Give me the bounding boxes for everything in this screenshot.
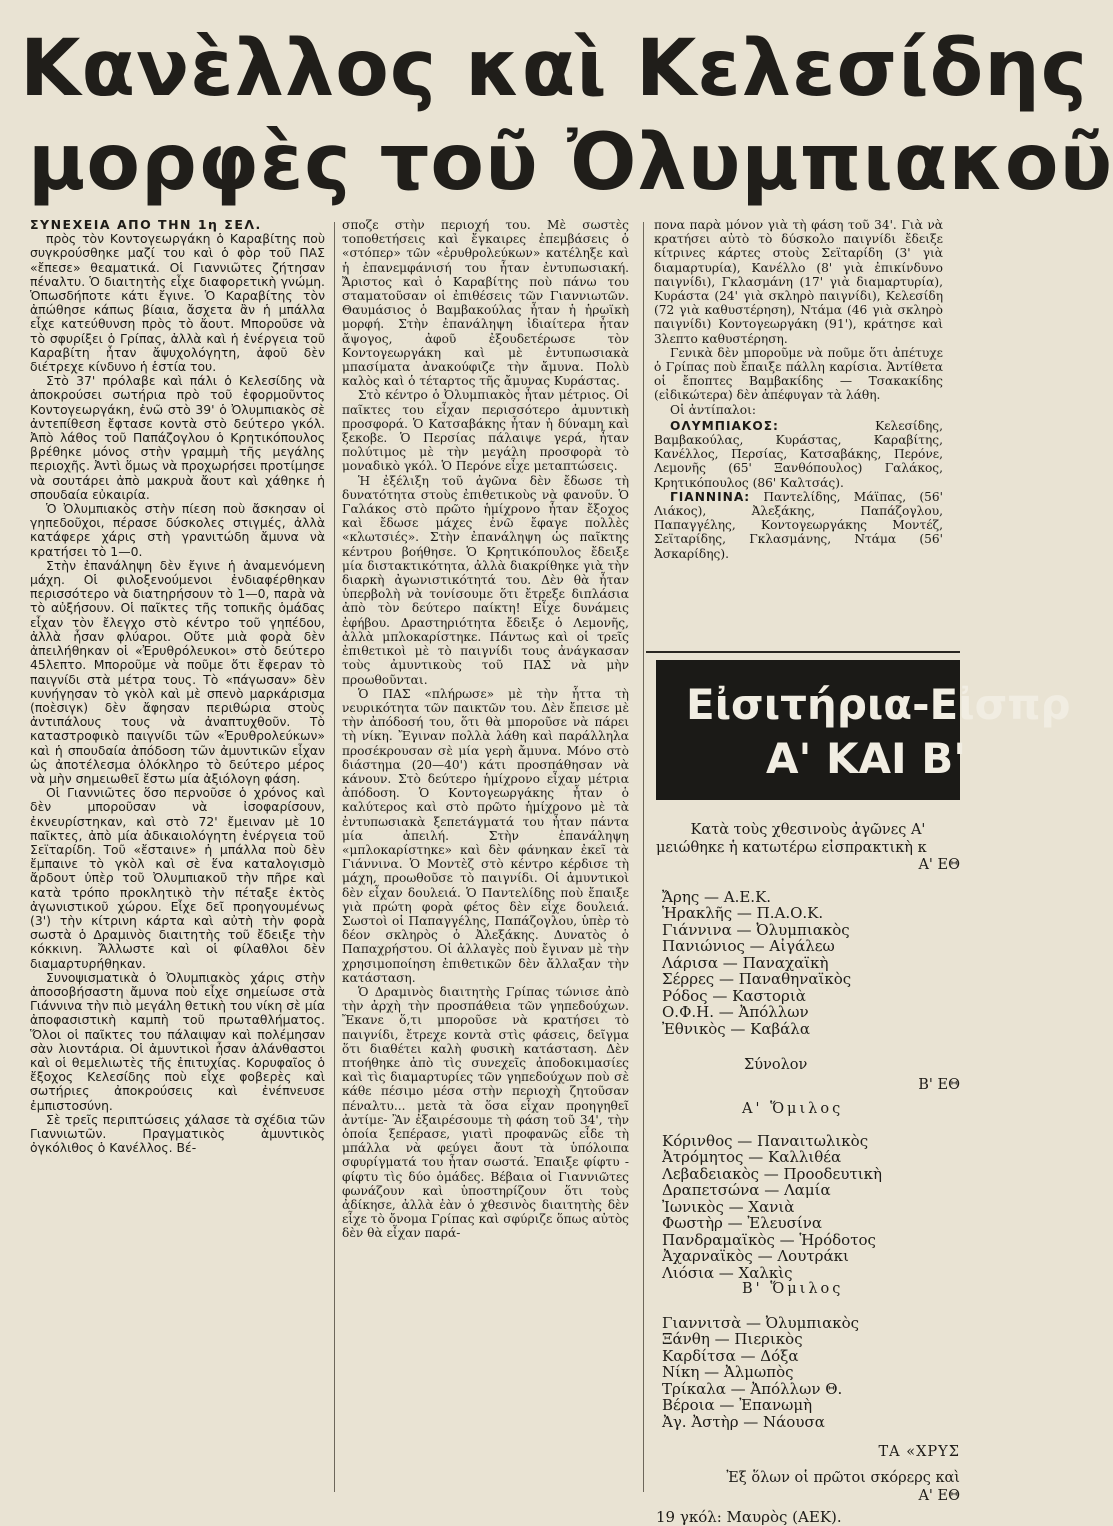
paragraph: πρὸς τὸν Κοντογεωργάκη ὁ Καραβίτης ποὺ συγκρούσθηκε μαζί του καὶ ὁ φὸρ τοῦ ΠΑΣ «ἔπεσε» θεαματικά. Οἱ Γιαννιῶτες ζήτησαν πέναλτυ. Ὁ διαιτητὴς εἶχε διαφορετικὴ γνώμη. Ὁπωσδήποτε κάτι ἔγινε. Ὁ Καραβίτης τὸν ἀπώθησε κάπως βίαια, ἄσχετα ἂν ἡ μπάλλα εἶχε κατεύθυνση πρὸς τὸ ἄουτ. Μποροῦσε νὰ τὸ σφυρίξει ὁ Γρίπας, ἀλλὰ καὶ ἡ ἐνέργεια τοῦ Καραβίτη ἦταν ἄψυχολόγητη, ἀφοῦ δὲν διέτρεχε κίνδυνο ἡ ἑστία του. [30, 231, 325, 375]
division-label: Β' ΕΘ [918, 1077, 960, 1094]
paragraph: πονα παρὰ μόνον γιὰ τὴ φάση τοῦ 34'. Γιὰ νὰ κρατήσει αὐτὸ τὸ δύσκολο παιγνίδι ἔδειξε κίτρινες κάρτες στοὺς Σεϊταρίδη (3' γιὰ διαμαρτυρία), Κανέλλο (8' γιὰ ἐπικίνδυνο παιγνίδι), Γκλασμάνη (17' γιὰ διαμαρτυρία), Κυράστα (24' γιὰ σκληρὸ παιγνίδι), Κελεσίδη (72 γιὰ καθυστέρηση), Ντάμα (46 γιὰ σκληρὸ παιγνίδι) Κοντογεωργάκη (91'), κράτησε καὶ 3λεπτο καθυστέρηση. [654, 218, 943, 346]
paragraph: Ὁ Ὀλυμπιακὸς στὴν πίεση ποὺ ἄσκησαν οἱ γηπεδοῦχοι, πέρασε δύσκολες στιγμές, ἀλλὰ κατάφερε χάρις στὴ γρανιτώδη ἄμυνα νὰ κρατήσει τὸ 1—0. [30, 501, 325, 559]
paragraph: Στὴν ἐπανάληψη δὲν ἔγινε ἡ ἀναμενόμενη μάχη. Οἱ φιλοξενούμενοι ἐνδιαφέρθηκαν περισσότερο νὰ διατηρήσουν τὸ 1—0, παρὰ νὰ τὸ αὐξήσουν. Οἱ παῖκτες τῆς τοπικῆς ὁμάδας εἶχαν τὸν ἔλεγχο στὸ κέντρο τοῦ γηπέδου, ἀλλὰ ἦσαν φλύαροι. Οὔτε μιὰ φορὰ δὲν ἀπειλήθηκαν οἱ «Ἐρυθρόλευκοι» στὸ δεύτερο 45λεπτο. Μποροῦμε νὰ ποῦμε ὅτι ἔφεραν τὸ παιγνίδι στὰ μέτρα τους. Τὸ «πάγωσαν» δὲν κυνήγησαν τὸ γκὸλ καὶ μὲ σπενὸ μαρκάρισμα (ποὲσιγκ) δὲν ἄφησαν περιθώρια στοὺς ἀντιπάλους τους νὰ ἀναπτυχθοῦν. Τὸ καταστροφικὸ παιγνίδι τῶν «Ἐρυθρολεύκων» καὶ ἡ σπουδαία ἀπόδοση τῶν ἀμυντικῶν εἶχαν ὡς ἀποτέλεσμα ὁλόκληρο τὸ δεύτερο μέρος νὰ μὴν σημειωθεῖ ἔστω μία ἀξιόλογη φάση. [30, 557, 325, 786]
headline-line-2: μορφὲς τοῦ Ὀλυμπιακοῦ [28, 118, 1113, 208]
paragraph: Στὸ κέντρο ὁ Ὀλυμπιακὸς ἦταν μέτριος. Οἱ παῖκτες του εἶχαν περισσότερο ἀμυντικὴ προσφορά. Ὁ Κατσαβάκης ἦταν ἡ δύναμη καὶ ξεκοβε. Ὁ Περσίας πάλαιψε γερά, ἦταν πολύτιμος μὲ τὴν μεγάλη προσφορὰ τὸ μοναδικὸ γκόλ. Ὁ Περόνε εἶχε μεταπτώσεις. [342, 388, 629, 474]
continuation-kicker: ΣΥΝΕΧΕΙΑ ΑΠΟ ΤΗΝ 1η ΣΕΛ. [30, 217, 262, 232]
match-row: Ξάνθη — Πιερικὸς [662, 1330, 803, 1349]
match-row: Νίκη — Ἀλμωπὸς [662, 1363, 794, 1382]
team-name: ΟΛΥΜΠΙΑΚΟΣ: [670, 418, 779, 433]
paragraph: Συνοψισματικὰ ὁ Ὀλυμπιακὸς χάρις στὴν ἀποσοβήσαστη ἄμυνα ποὺ εἶχε σημείωσε στὰ Γιάννινα τὴν πιὸ μεγάλη θετικὴ του νίκη σὲ μία ἀποφασιστικὴ καμπὴ τοῦ πρωταθλήματος. Ὅλοι οἱ παῖκτες του πάλαιψαν καὶ πολέμησαν σὰν λιοντάρια. Οἱ ἀμυντικοὶ ἦσαν ἀλάνθαστοι καὶ οἱ θεμελιωτὲς τῆς ἐπιτυχίας. Κορυφαῖος ὁ ἔξοχος Κελεσίδης ποὺ εἶχε φοβερὲς καὶ σωτήριες ἀποκρούσεις καὶ ἐνέπνευσε ἐμπιστοσύνη. [30, 969, 325, 1113]
box-top-rule [646, 651, 960, 653]
paragraph: Οἱ Γιαννιῶτες ὅσο περνοῦσε ὁ χρόνος καὶ δὲν μποροῦσαν νὰ ἰσοφαρίσουν, ἐκνευρίστηκαν, καὶ στὸ 72' ἔμειναν μὲ 10 παῖκτες, ἀπὸ μία ἀδικαιολόγητη ἐνέργεια τοῦ Σεϊταρίδη. Τοῦ «ἔσταινε» ἡ μπάλλα ποὺ δὲν ἔμπαινε τὸ γκὸλ καὶ σὲ ἕνα καταλογισμὸ ἄρδουτ ὑπὲρ τοῦ Ὀλυμπιακοῦ τὴν πῆρε καὶ κατὰ τρόπο προκλητικὸ τὴν πέταξε ἐκτὸς ἀγωνιστικοῦ χώρου. Εἶχε δεῖ προηγουμένως (3') τὴν κίτρινη κάρτα καὶ αὐτὴ τὴν φορὰ σωστὰ ὁ Δραμινὸς διαιτητὴς τοῦ ἔδειξε τὴν κόκκινη. Ἄλλωστε καὶ οἱ φίλαθλοι δὲν διαμαρτυρήθηκαν. [30, 785, 325, 971]
match-row: Σέρρες — Παναθηναϊκὸς [662, 970, 852, 989]
match-row: Καρδίτσα — Δόξα [662, 1346, 799, 1365]
lineups [654, 419, 943, 561]
banner-line-2: Α' ΚΑΙ Β' [766, 734, 967, 783]
match-row: Λάρισα — Παναχαϊκὴ [662, 953, 829, 972]
scorers-intro: Ἐξ ὅλων οἱ πρῶτοι σκόρερς καὶ [726, 1470, 960, 1487]
scorers-heading: ΤΑ «ΧΡΥΣ [878, 1444, 960, 1461]
group-b-games [662, 1315, 960, 1431]
paragraph: Ἡ ἐξέλιξη τοῦ ἀγῶνα δὲν ἔδωσε τὴ δυνατότητα στοὺς ἐπιθετικοὺς νὰ φανοῦν. Ὁ Γαλάκος στὸ πρῶτο ἡμίχρονο ἦταν ἔξοχος καὶ ἔδωσε μάχες ἐνῶ ἔφαγε πολλὲς «κλωτσιές». Στὴν ἐπανάληψη ὡς παῖκτης κέντρου βοήθησε. Ὁ Κρητικόπουλος ἔδειξε μία διστακτικότητα, ἀλλὰ διακρίθηκε γιὰ τὴν διαρκὴ ἀγωνιστικότητά του. Δὲν θὰ ἦταν ὑπερβολὴ νὰ τονίσουμε ὅτι ἔτρεξε διπλάσια ἀπὸ τὸν δεύτερο παίκτη! Εἶχε δυνάμεις ἐφήβου. Δραστηριότητα ἔδειξε ὁ Λεμονῆς, ἀλλὰ μπλοκαρίστηκε. Πάντως καὶ οἱ τρεῖς ἐπιθετικοὶ μὲ τὸ παιγνίδι τους ἀνάγκασαν τοὺς ἀμυντικοὺς τοῦ ΠΑΣ νὰ μὴν προωθοῦνται. [342, 473, 629, 687]
player-list: Παντελίδης, Μάϊπας, (56' Λιάκος), Ἀλεξάκης, Παπάζογλου, Παπαγγέλης, Κοντογεωργάκης Μοντέζ, Σεϊταρίδης, Γκλασμάνης, Ντάμα (56' Ἀσκαρίδης). [654, 489, 943, 561]
match-row: Δραπετσώνα — Λαμία [662, 1181, 831, 1200]
match-row: Ἀχαρναϊκὸς — Λουτράκι [662, 1247, 849, 1266]
paragraph: Γενικὰ δὲν μποροῦμε νὰ ποῦμε ὅτι ἀπέτυχε ὁ Γρίπας ποὺ ἔπαιξε πάλλη καρίσια. Ἀντίθετα οἱ ἔποπτες Βαμβακίδης — Τσακακίδης (εἰδικώτερα) δὲν ἀπέφυγαν τὰ λάθη. [654, 345, 943, 403]
match-row: Ἡρακλῆς — Π.Α.Ο.Κ. [662, 904, 824, 923]
match-row: Γιαννιτσὰ — Ὀλυμπιακὸς [662, 1313, 860, 1332]
match-row: Γιάννινα — Ὀλυμπιακὸς [662, 920, 850, 939]
match-row: Ἄρης — Α.Ε.Κ. [662, 887, 772, 906]
paragraph: Στὸ 37' πρόλαβε καὶ πάλι ὁ Κελεσίδης νὰ ἀποκρούσει σωτήρια πρὸ τοῦ ἐφορμοῦντος Κοντογεωργάκη, ἐνῶ στὸ 39' ὁ Ὀλυμπιακὸς σὲ ἀντεπίθεση ἔφτασε κοντὰ στὸ δεύτερο γκόλ. Ἀπὸ λάθος τοῦ Παπάζογλου ὁ Κρητικόπουλος βρέθηκε μόνος στὴν γραμμὴ τῆς μεγάλης περιοχῆς. Ἀντὶ ὅμως νὰ προχωρήσει προτίμησε νὰ σουτάρει ἀπὸ μακρυὰ ἄουτ καὶ χάθηκε ἡ σπουδαία εὐκαιρία. [30, 373, 325, 502]
match-row: Ο.Φ.Η. — Ἀπόλλων [662, 1003, 809, 1022]
match-row: Λιόσια — Χαλκὶς [662, 1263, 793, 1282]
paragraph: Ὁ ΠΑΣ «πλήρωσε» μὲ τὴν ἧττα τὴ νευρικότητα τῶν παικτῶν του. Δὲν ἔπεισε μὲ τὴν ἀπόδοσή του, ὅτι θὰ μποροῦσε νὰ πάρει τὴ νίκη. Ἔγιναν πολλὰ λάθη καὶ παράλληλα προσέκρουσαν σὲ μία γερὴ ἄμυνα. Μόνο στὸ διάστημα (20—40') κάτι προσπάθησαν νὰ κάνουν. Στὸ δεύτερο ἡμίχρονο εἶχαν μέτρια ἀπόδοση. Ὁ Κοντογεωργάκης ἦταν ὁ καλύτερος καὶ στὸ πρῶτο ἡμίχρονο μὲ τὰ ἐντυπωσιακὰ ξεπετάγματά του ἦταν πάντα μία ἀπειλή. Στὴν ἐπανάληψη «μπλοκαρίστηκε» καὶ δὲν φάνηκαν ἐκεῖ τὰ Γιάννινα. Ὁ Μοντὲζ στὸ κέντρο κέρδισε τὴ μάχη, προωθοῦσε τὸ παιγνίδι. Οἱ ἀμυντικοὶ δὲν εἶχαν δουλειά. Ὁ Παντελίδης ποὺ ἔπαιξε γιὰ πρώτη φορὰ φέτος δὲν εἶχε δουλειά. Σωστοὶ οἱ Παπαγγέλης, Παπάζογλου, ὑπὲρ τὸ δέον σκληρὸς ὁ Ἀλεξάκης. Δυνατὸς ὁ Παπαχρήστου. Οἱ ἀλλαγὲς ποὺ ἔγιναν μὲ τὴν χρησιμοποίηση ἐπιθετικῶν δὲν ἄλλαξαν τὴν κατάσταση. [342, 686, 629, 985]
group-b-title: Β' Ὅμιλος [742, 1281, 844, 1298]
total-row [656, 1057, 960, 1077]
paragraph: Σὲ τρεῖς περιπτώσεις χάλασε τὰ σχέδια τῶν Γιαννιωτῶν. Πραγματικὸς ἀμυντικὸς ὀγκόλιθος ὁ Κανέλλος. Βέ- [30, 1111, 325, 1156]
a-national-games [662, 889, 960, 1038]
tickets-box [656, 818, 960, 1526]
tickets-banner [656, 660, 1071, 800]
player-list: Κελεσίδης, Βαμβακούλας, Κυράστας, Καραβίτης, Κανέλλος, Περσίας, Κατσαβάκης, Περόνε, Λεμονῆς (65' Ξανθόπουλος) Γαλάκος, Κρητικόπουλος (86' Καλτσάς). [654, 418, 943, 490]
column-rule [334, 222, 335, 1492]
lineup-olympiakos [654, 419, 943, 490]
intro-line: μειώθηκε ἡ κατωτέρω εἰσπρακτικὴ κ [656, 839, 927, 856]
headline-line-1: Κανὲλλος καὶ Κελεσίδης [20, 24, 1088, 114]
total-label: Σύνολον [744, 1057, 808, 1074]
article-column-3 [654, 218, 943, 652]
match-row: Ἰωνικὸς — Χανιὰ [662, 1197, 795, 1216]
group-a-games [662, 1133, 960, 1282]
intro-line: Κατὰ τοὺς χθεσινοὺς ἀγῶνες Α' [690, 822, 926, 838]
headline [0, 0, 1113, 218]
match-row: Κόρινθος — Παναιτωλικὸς [662, 1131, 869, 1150]
match-row: Ρόδος — Καστοριὰ [662, 986, 806, 1005]
division-label: Α' ΕΘ [918, 857, 960, 874]
team-name: ΓΙΑΝΝΙΝΑ: [670, 489, 751, 504]
match-row: Τρίκαλα — Ἀπόλλων Θ. [662, 1379, 843, 1398]
paragraph: Ὁ Δραμινὸς διαιτητὴς Γρίπας τώνισε ἀπὸ τὴν ἀρχὴ τὴν προσπάθεια τῶν γηπεδούχων. Ἔκανε ὅ,τι μποροῦσε νὰ κρατήσει τὸ παιγνίδι, ἔτρεχε κοντὰ στὶς φάσεις, δεῖγμα ὅτι διαθέτει καλὴ φυσικὴ κατάσταση. Δὲν πτοήθηκε ἀπὸ τὶς συνεχεῖς ἀποδοκιμασίες καὶ τὶς διαμαρτυρίες τῶν γηπεδούχων ποὺ σὲ κάθε πέσιμο μέσα στὴν περιοχὴ ζητοῦσαν πέναλτυ... μετὰ τὰ ὅσα εἶχαν προηγηθεῖ ἀντίμε- Ἂν ἐξαιρέσουμε τὴ φάση τοῦ 34', τὴν ὁποία ξεπέρασε, γιατὶ προφανῶς εἶδε τὴ μπάλλα νὰ φεύγει ἄουτ τὰ ὑπόλοιπα σφυρίγματά του ἦταν σωστά. Ἐπαιξε φίφτυ - φίφτυ τὶς δύο ὁμάδες. Βέβαια οἱ Γιαννιῶτες φωνάζουν καὶ ὑποστηρίζουν ὅτι τοὺς ἀδίκησε, ἀλλὰ ἐὰν ὁ χθεσινὸς διαιτητὴς δὲν εἶχε τὸ ὄνομα Γρίπας καὶ σφύριζε ὅπως αὐτὸς δὲν θὰ εἶχαν παρά- [342, 984, 629, 1241]
match-row: Ἀγ. Ἀστὴρ — Νάουσα [662, 1412, 825, 1431]
match-row: Πανιώνιος — Αἰγάλεω [662, 937, 835, 956]
lineup-giannina [654, 490, 943, 561]
article-column-2 [342, 218, 629, 1500]
scorer-row: 19 γκόλ: Μαυρὸς (ΑΕΚ). [656, 1508, 842, 1526]
paragraph: Οἱ ἀντίπαλοι: [670, 402, 756, 417]
banner-line-1: Εἰσιτήρια-Εἰσπρ [686, 680, 1071, 729]
match-row: Φωστὴρ — Ἐλευσίνα [662, 1214, 822, 1233]
match-row: Λεβαδειακὸς — Προοδευτικὴ [662, 1164, 882, 1183]
match-row: Πανδραμαϊκὸς — Ἡρόδοτος [662, 1230, 876, 1249]
division-label: Α' ΕΘ [918, 1487, 960, 1504]
match-row: Ἐθνικὸς — Καβάλα [662, 1019, 810, 1038]
article-column-1 [30, 218, 325, 1500]
match-row: Ἀτρόμητος — Καλλιθέα [662, 1148, 842, 1167]
match-row: Βέροια — Ἐπανωμὴ [662, 1396, 813, 1415]
paragraph: σποζε στὴν περιοχή του. Μὲ σωστὲς τοποθετήσεις καὶ ἔγκαιρες ἐπεμβάσεις ὁ «στόπερ» τῶν «ἐρυθρολεύκων» κατέληξε καὶ ἡ ἐπανεμφάνισή του ἦταν ἐντυπωσιακή. Ἄριστος καὶ ὁ Καραβίτης ποὺ πάνω του σταματοῦσαν οἱ ἐπιθέσεις τῶν Γιαννιωτῶν. Θαυμάσιος ὁ Βαμβακούλας ἦταν ἡ ἡρωϊκὴ μορφή. Στὴν ἐπανάληψη ἰδιαίτερα ἦταν ἄψογος, ἀφοῦ ἐξουδετέρωσε τὸν Κοντογεωργάκη καὶ μὲ ἐντυπωσιακὰ μπασίματα ἀνακούφιζε τὴν ἄμυνα. Πολὺ καλὸς καὶ ὁ τέταρτος τῆς ἄμυνας Κυράστας. [342, 218, 629, 389]
division-row [656, 1077, 960, 1097]
group-a-title: Α' Ὅμιλος [742, 1101, 844, 1118]
column-rule [643, 222, 644, 1492]
